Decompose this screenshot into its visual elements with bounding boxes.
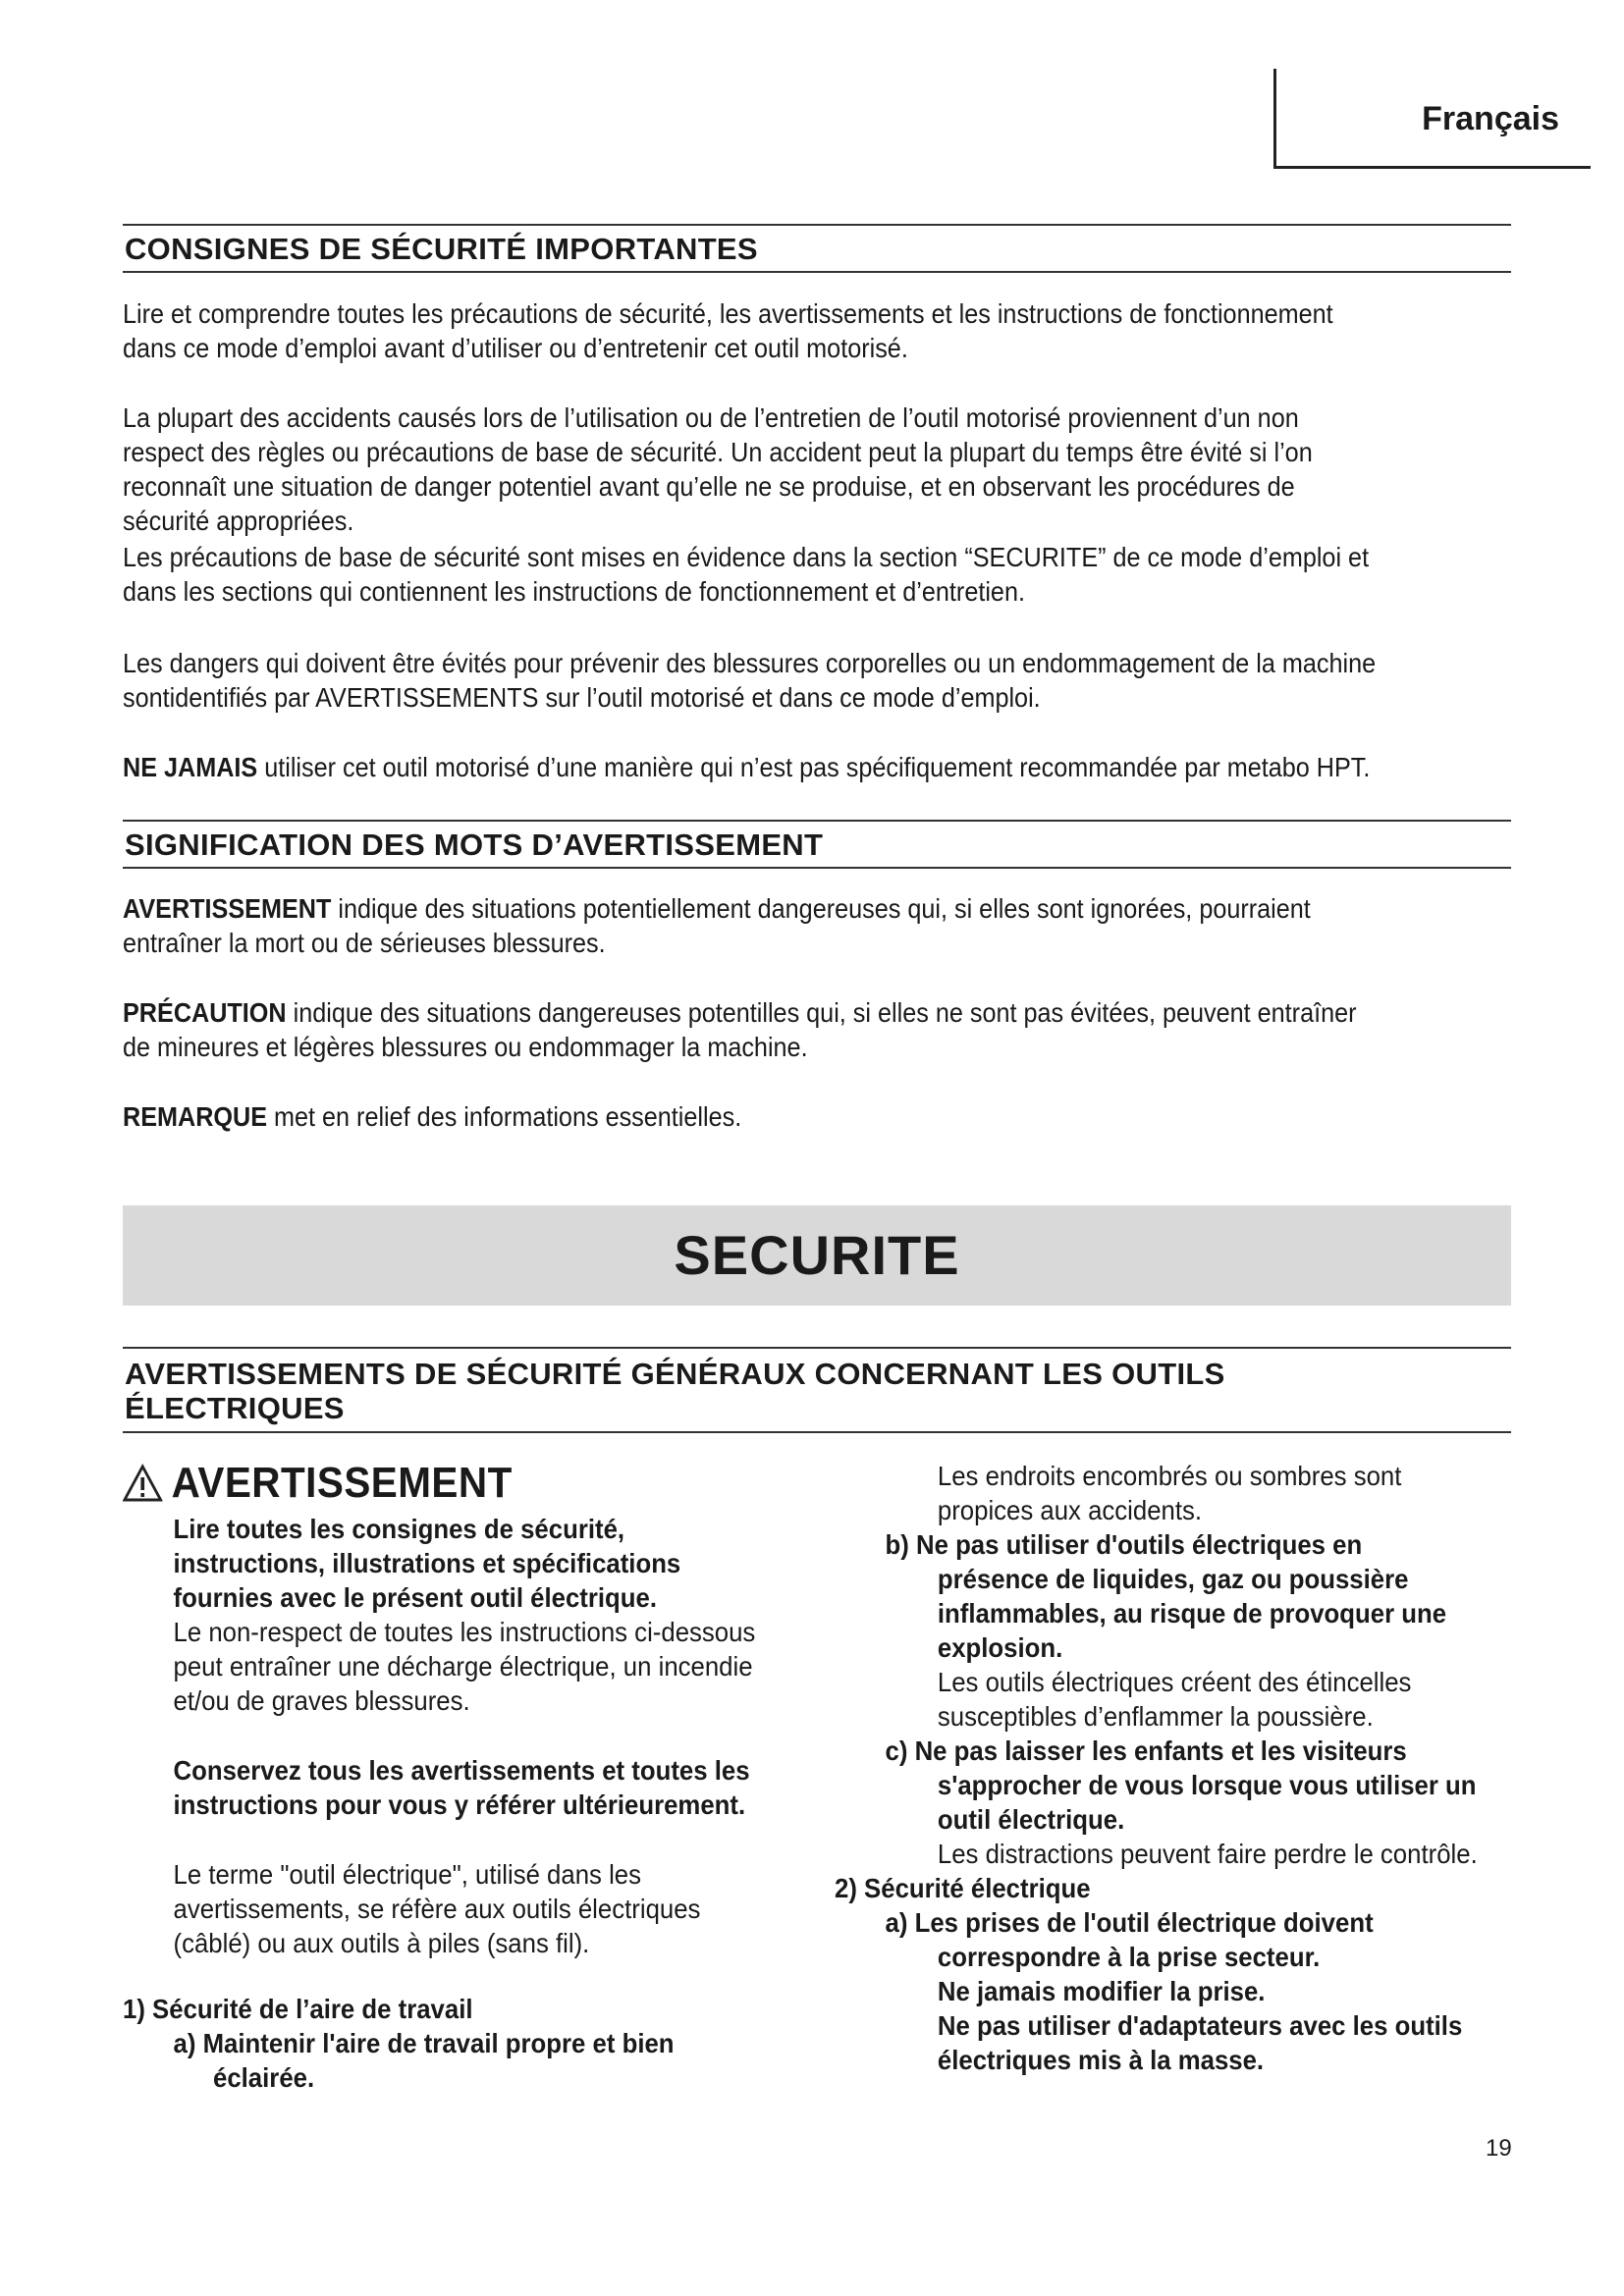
item-b-note-line: susceptibles d’enflammer la poussière. xyxy=(937,1701,1374,1732)
para-consignes-4: Les dangers qui doivent être évités pour prévenir des blessures corporelles ou un endommagement de la machine sontidentifiés par AVERTISSEMENTS sur l’outil motorisé et dans ce mode d’emploi. xyxy=(123,648,1377,713)
section-title-signification: SIGNIFICATION DES MOTS D’AVERTISSEMENT xyxy=(123,820,1511,869)
section-title-line2: ÉLECTRIQUES xyxy=(125,1391,345,1425)
cont-text-line: Les endroits encombrés ou sombres sont xyxy=(937,1461,1402,1491)
para-avertissement-text: indique des situations potentiellement dangereuses qui, si elles sont ignorées, pourraient entraîner la mort ou de sérieuses blessures. xyxy=(123,893,1311,958)
cont-text-line: propices aux accidents. xyxy=(937,1495,1203,1525)
item-b-line: explosion. xyxy=(937,1632,1063,1663)
language-label: Français xyxy=(1422,100,1559,137)
para-consignes-5 xyxy=(123,750,1378,784)
warning-triangle-icon xyxy=(123,1464,162,1503)
item-1a-line1: a) Maintenir l'aire de travail propre et bien xyxy=(173,2028,675,2058)
intro-bold-line: fournies avec le présent outil électrique. xyxy=(173,1582,657,1613)
securite-banner-title: SECURITE xyxy=(674,1224,960,1286)
intro-text-line: et/ou de graves blessures. xyxy=(173,1685,470,1716)
precaution-label: PRÉCAUTION xyxy=(123,997,287,1028)
item-c-line: outil électrique. xyxy=(937,1804,1125,1835)
para-consignes-3: Les précautions de base de sécurité sont mises en évidence dans la section “SECURITE” de ce mode d’emploi et dans les sections qui contiennent les instructions de fonctionnement et d’entretien. xyxy=(123,542,1370,607)
para-consignes-5-text: utiliser cet outil motorisé d’une manière qui n’est pas spécifiquement recommandée par metabo HPT. xyxy=(257,752,1371,782)
section-title-consignes: CONSIGNES DE SÉCURITÉ IMPORTANTES xyxy=(123,224,1511,273)
para-avertissement xyxy=(123,891,1378,960)
ne-jamais-label: NE JAMAIS xyxy=(123,752,258,782)
left-column xyxy=(123,1459,783,2095)
item-2a-line: Ne pas utiliser d'adaptateurs avec les outils xyxy=(937,2010,1463,2041)
item-2a-line: Ne jamais modifier la prise. xyxy=(937,1976,1266,2006)
item-2a-line: électriques mis à la masse. xyxy=(937,2045,1265,2075)
terme-text-line: (câblé) ou aux outils à piles (sans fil). xyxy=(173,1928,590,1958)
item-2a-line1: a) Les prises de l'outil électrique doivent xyxy=(885,1907,1374,1938)
language-tab xyxy=(1273,69,1591,169)
intro-bold-line: Lire toutes les consignes de sécurité, xyxy=(173,1514,625,1544)
section-title-avertissements-generaux xyxy=(123,1347,1511,1433)
item-b-line1: b) Ne pas utiliser d'outils électriques en xyxy=(885,1529,1363,1560)
item-b-note-line: Les outils électriques créent des étincelles xyxy=(937,1667,1412,1697)
para-consignes-2: La plupart des accidents causés lors de l’utilisation ou de l’entretien de l’outil motorisé proviennent d’un non respect des règles ou précautions de base de sécurité. Un accident peut la plupart du temps être évité si l’on reconnaît une situation de danger potentiel avant qu’elle ne se produise, et en observant les procédures de sécurité appropriées. xyxy=(123,402,1313,536)
conservez-bold-line: Conservez tous les avertissements et toutes les xyxy=(173,1755,750,1786)
avertissement-label: AVERTISSEMENT xyxy=(123,893,332,924)
item-b-line: présence de liquides, gaz ou poussière xyxy=(937,1564,1409,1594)
remarque-label: REMARQUE xyxy=(123,1101,268,1132)
warning-title: AVERTISSEMENT xyxy=(171,1459,513,1507)
item-c-line: s'approcher de vous lorsque vous utiliser un xyxy=(937,1770,1477,1800)
terme-text-line: Le terme "outil électrique", utilisé dans les xyxy=(173,1859,642,1890)
para-remarque xyxy=(123,1099,1378,1134)
item-1a-line2: éclairée. xyxy=(213,2062,315,2093)
item-2a-line: correspondre à la prise secteur. xyxy=(937,1942,1321,1972)
item-c-note: Les distractions peuvent faire perdre le contrôle. xyxy=(937,1839,1478,1869)
terme-text-line: avertissements, se réfère aux outils électriques xyxy=(173,1894,701,1924)
page-number: 19 xyxy=(1486,2135,1512,2162)
right-column xyxy=(835,1459,1503,2077)
securite-banner xyxy=(123,1205,1511,1306)
para-consignes-1: Lire et comprendre toutes les précautions de sécurité, les avertissements et les instructions de fonctionnement dans ce mode d’emploi avant d’utiliser ou d’entretenir cet outil motorisé. xyxy=(123,298,1333,363)
intro-text-line: Le non-respect de toutes les instructions ci-dessous xyxy=(173,1617,756,1647)
intro-bold-line: instructions, illustrations et spécifications xyxy=(173,1548,681,1578)
item-2-heading: 2) Sécurité électrique xyxy=(835,1873,1091,1903)
item-b-line: inflammables, au risque de provoquer une xyxy=(937,1598,1447,1629)
para-remarque-text: met en relief des informations essentielles. xyxy=(267,1101,742,1132)
conservez-bold-line: instructions pour vous y référer ultérieurement. xyxy=(173,1789,746,1820)
section-title-line1: AVERTISSEMENTS DE SÉCURITÉ GÉNÉRAUX CONCERNANT LES OUTILS xyxy=(125,1357,1225,1391)
item-1-heading: 1) Sécurité de l’aire de travail xyxy=(123,1994,473,2024)
item-c-line1: c) Ne pas laisser les enfants et les visiteurs xyxy=(885,1735,1407,1766)
para-precaution-text: indique des situations dangereuses potentilles qui, si elles ne sont pas évitées, peuvent entraîner de mineures et légères blessures ou endommager la machine. xyxy=(123,997,1357,1062)
intro-text-line: peut entraîner une décharge électrique, un incendie xyxy=(173,1651,753,1682)
para-precaution xyxy=(123,995,1378,1064)
